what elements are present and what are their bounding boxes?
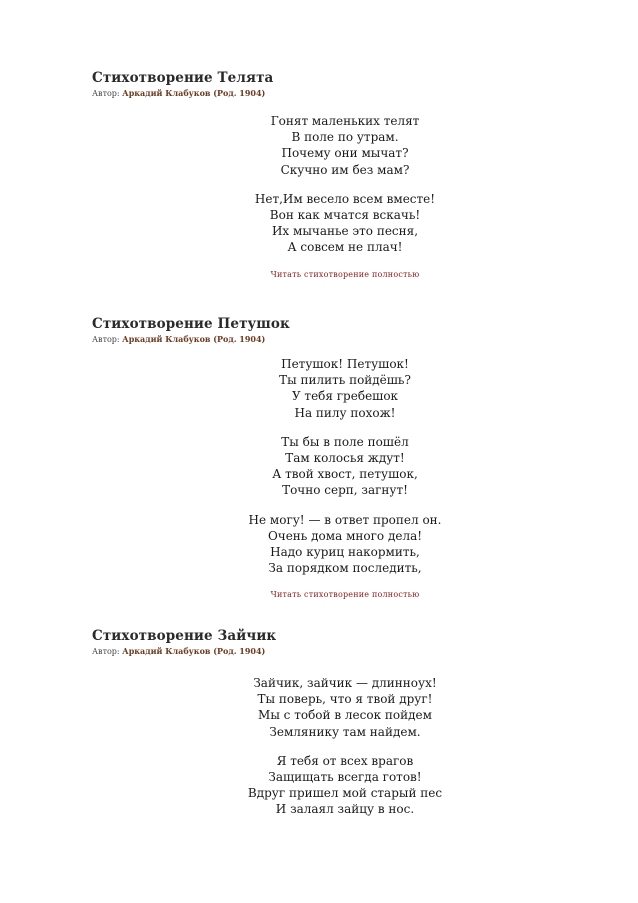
poem-line: Защищать всегда готов!: [268, 770, 422, 785]
poem-line: А твой хвост, петушок,: [272, 467, 418, 482]
poem-line: Ты бы в поле пошёл: [281, 434, 409, 449]
poem-title: Стихотворение Петушок: [92, 316, 290, 332]
stanza: [230, 512, 460, 577]
author-prefix: Автор:: [92, 89, 123, 98]
poem-line: Надо куриц накормить,: [270, 545, 420, 560]
read-more-link[interactable]: Читать стихотворение полностью: [270, 269, 420, 279]
poem-line: Нет,Им весело всем вместе!: [254, 191, 436, 206]
stanza: [230, 113, 460, 178]
author-name-link[interactable]: Аркадий Клабуков (Род. 1904): [122, 334, 266, 344]
stanza: [230, 191, 460, 256]
poem-line: Скучно им без мам?: [280, 162, 410, 177]
stanza: [230, 675, 460, 740]
poem-title: Стихотворение Зайчик: [92, 628, 277, 644]
author-prefix: Автор:: [92, 647, 123, 656]
poem-title: Стихотворение Телята: [92, 70, 274, 86]
stanza: [230, 434, 460, 499]
poem-line: Петушок! Петушок!: [281, 357, 409, 371]
poem-line: У тебя гребешок: [291, 389, 399, 404]
poem-line: За порядком последить,: [268, 561, 422, 576]
poem-line: Почему они мычат?: [281, 146, 409, 161]
poem-line: Вдруг пришел мой старый пес: [247, 786, 443, 801]
poem-author: [92, 646, 265, 656]
poem-line: Гонят маленьких телят: [270, 114, 420, 128]
poem-line: Мы с тобой в лесок пойдем: [258, 708, 432, 723]
poem-line: Ты поверь, что я твой друг!: [257, 692, 433, 707]
poem-line: Точно серп, загнут!: [282, 483, 408, 498]
poem-line: Зайчик, зайчик — длинноух!: [253, 676, 437, 690]
author-prefix: Автор:: [92, 335, 123, 344]
poem-line: Не могу! — в ответ пропел он.: [248, 512, 442, 527]
poem-line: Ты пилить пойдёшь?: [279, 373, 411, 388]
poem-line: Вон как мчатся вскачь!: [269, 208, 421, 223]
poem-body: [230, 113, 460, 283]
author-name-link[interactable]: Аркадий Клабуков (Род. 1904): [122, 88, 266, 98]
poem-line: Очень дома много дела!: [267, 528, 423, 543]
poem-line: Я тебя от всех врагов: [276, 753, 414, 768]
stanza: [230, 753, 460, 818]
poem-author: [92, 334, 265, 344]
poem-line: На пилу похож!: [294, 405, 396, 420]
poem-line: Их мычанье это песня,: [271, 224, 419, 239]
poem-author: [92, 88, 265, 98]
poem-line: И залаял зайцу в нос.: [275, 802, 415, 817]
stanza: [230, 356, 460, 421]
poem-body: [230, 356, 460, 604]
read-more-link[interactable]: Читать стихотворение полностью: [270, 590, 420, 600]
author-name-link[interactable]: Аркадий Клабуков (Род. 1904): [122, 646, 266, 656]
poem-line: Там колосья ждут!: [285, 451, 405, 466]
poem-body: [230, 675, 460, 818]
poem-line: В поле по утрам.: [291, 130, 399, 145]
poem-line: Землянику там найдем.: [269, 724, 421, 739]
poem-line: А совсем не плач!: [287, 240, 403, 255]
